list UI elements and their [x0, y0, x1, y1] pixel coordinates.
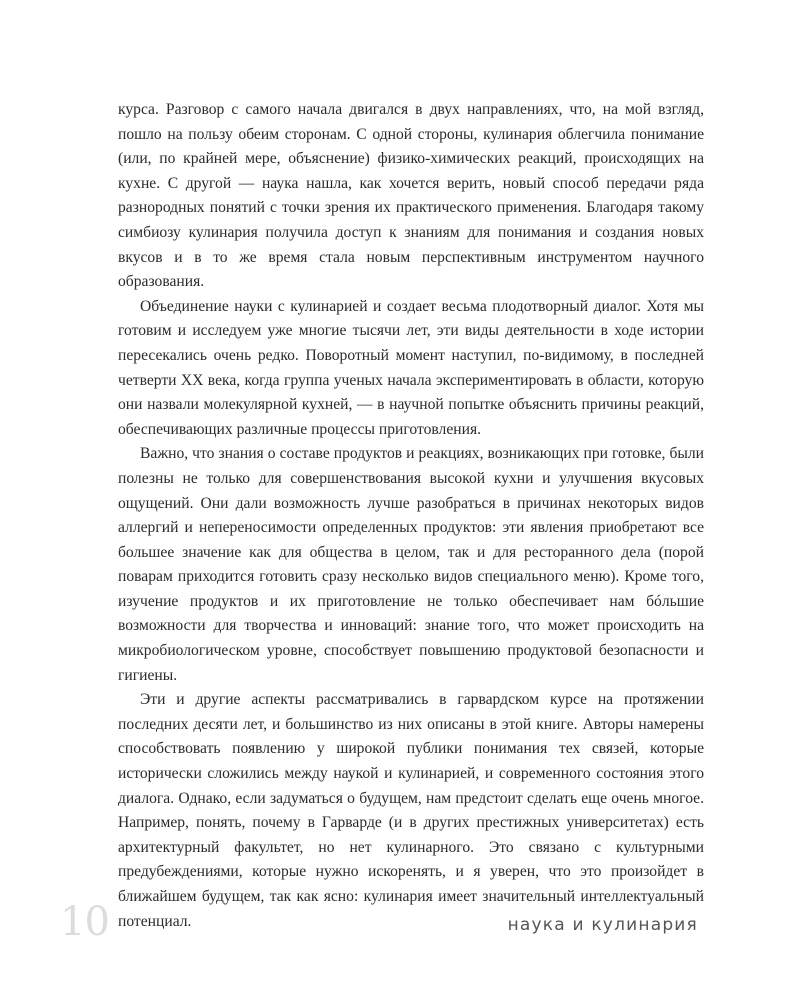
page-number: 10 — [60, 899, 109, 945]
body-text — [118, 98, 704, 934]
paragraph-3: Важно, что знания о составе продуктов и реакциях, возникающих при готовке, были полезны не только для совершенствования высокой кухни и улучшения вкусовых ощущений. Они дали возможность лучше разобраться в причинах некоторых видов аллергий и непереносимости определенных продуктов: эти явления приобретают все большее значение как для общества в целом, так и для ресторанного дела (порой поварам приходится готовить сразу несколько видов специального меню). Кроме того, изучение продуктов и их приготовление не только обеспечивает нам бóльшие возможности для творчества и инноваций: знание того, что может происходить на микробиологическом уровне, способствует повышению продуктовой безопасности и гигиены. — [118, 445, 704, 684]
paragraph-2: Объединение науки с кулинарией и создает весьма плодотворный диалог. Хотя мы готовим и исследуем уже многие тысячи лет, эти виды деятельности в ходе истории пересекались очень редко. Поворотный момент наступил, по-видимому, в последней четверти XX века, когда группа ученых начала экспериментировать в области, которую они назвали молекулярной кухней, — в научной попытке объяснить причины реакций, обеспечивающих различные процессы приготовления. — [118, 297, 704, 438]
paragraph-4: Эти и другие аспекты рассматривались в гарвардском курсе на протяжении последних десяти лет, и большинство из них описаны в этой книге. Авторы намерены способствовать появлению у широкой публики понимания тех связей, которые исторически сложились между наукой и кулинарией, и современного состояния этого диалога. Однако, если задуматься о будущем, нам предстоит сделать еще очень многое. Например, понять, почему в Гарварде (и в других престижных университетах) есть архитектурный факультет, но нет кулинарного. Это связано с культурными предубеждениями, которые нужно искоренять, и я уверен, что это произойдет в ближайшем будущем, так как ясно: кулинария имеет значительный интеллектуальный потенциал. — [118, 691, 704, 930]
running-footer-title: наука и кулинария — [507, 915, 698, 935]
paragraph-1: курса. Разговор с самого начала двигался в двух направлениях, что, на мой взгляд, пошло на пользу обеим сторонам. С одной стороны, кулинария облегчила понимание (или, по крайней мере, объяснение) физико-химических реакций, происходящих на кухне. С другой — наука нашла, как хочется верить, новый способ передачи ряда разнородных понятий с точки зрения их практического применения. Благодаря такому симбиозу кулинария получила доступ к знаниям для понимания и создания новых вкусов и в то же время стала новым перспективным инструментом научного образования. — [118, 101, 704, 291]
